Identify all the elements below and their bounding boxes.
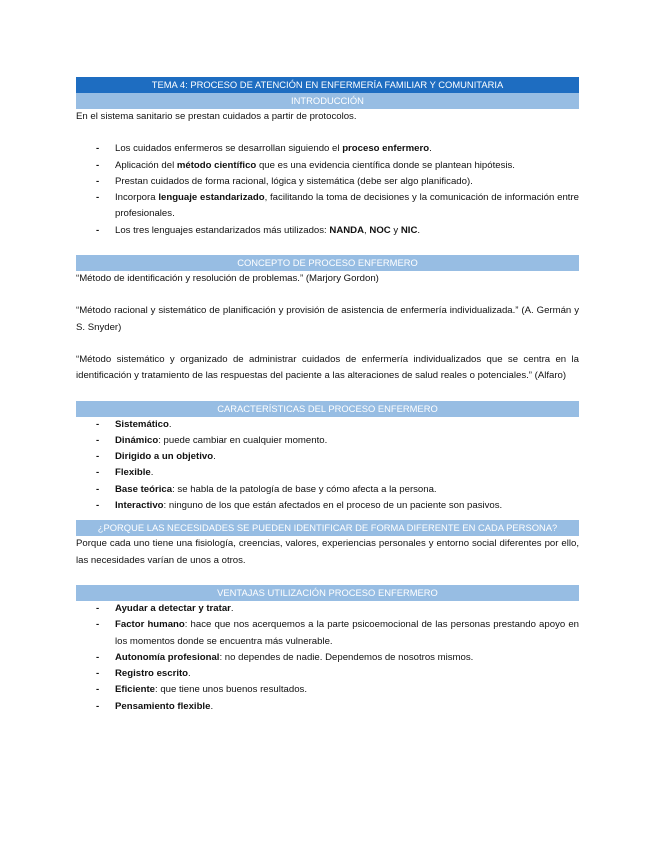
list-item: - Dirigido a un objetivo. [76,449,579,465]
section-header-necesidades: ¿PORQUE LAS NECESIDADES SE PUEDEN IDENTIFICAR DE FORMA DIFERENTE EN CADA PERSONA? [76,520,579,536]
document-page [76,77,579,715]
intro-list [76,141,579,239]
list-item: - Base teórica: se habla de la patología de base y cómo afecta a la persona. [76,482,579,498]
list-item: - Aplicación del método científico que es una evidencia científica donde se plantean hipótesis. [76,158,579,174]
section-header-caracteristicas: CARACTERÍSTICAS DEL PROCESO ENFERMERO [76,401,579,417]
quote-alfaro: “Método sistemático y organizado de administrar cuidados de enfermería individualizados que se centra en la identificación y tratamiento de las respuestas del paciente a las alteraciones de salud reales o potenciales.” (Alfaro) [76,353,579,382]
ventajas-list [76,601,579,715]
section-header-ventajas: VENTAJAS UTILIZACIÓN PROCESO ENFERMERO [76,585,579,601]
section-header-concepto: CONCEPTO DE PROCESO ENFERMERO [76,255,579,271]
caracteristicas-list [76,417,579,515]
document-title: TEMA 4: PROCESO DE ATENCIÓN EN ENFERMERÍA FAMILIAR Y COMUNITARIA [76,77,579,93]
quote-gordon: “Método de identificación y resolución de problemas.” (Marjory Gordon) [76,273,379,285]
section-header-introduccion: INTRODUCCIÓN [76,93,579,109]
list-item: - Autonomía profesional: no dependes de nadie. Dependemos de nosotros mismos. [76,650,579,666]
list-item: - Dinámico: puede cambiar en cualquier momento. [76,433,579,449]
list-item: - Registro escrito. [76,666,579,682]
list-item: - Eficiente: que tiene unos buenos resultados. [76,682,579,698]
list-item: - Sistemático. [76,417,579,433]
list-item: - Incorpora lenguaje estandarizado, facilitando la toma de decisiones y la comunicación de información entre profesionales. [76,190,579,223]
quote-german-snyder: “Método racional y sistemático de planificación y provisión de asistencia de enfermería individualizada.” (A. Germán y S. Snyder) [76,305,579,333]
list-item: - Interactivo: ninguno de los que están afectados en el proceso de un paciente son pasivos. [76,498,579,514]
list-item: - Factor humano: hace que nos acerquemos a la parte psicoemocional de las personas prestando apoyo en los momentos donde se encuentra más vulnerable. [76,617,579,650]
intro-paragraph: En el sistema sanitario se prestan cuidados a partir de protocolos. [76,111,357,122]
list-item: - Ayudar a detectar y tratar. [76,601,579,617]
list-item: - Prestan cuidados de forma racional, lógica y sistemática (debe ser algo planificado). [76,174,579,190]
list-item: - Flexible. [76,465,579,481]
list-item: - Pensamiento flexible. [76,699,579,715]
necesidades-paragraph: Porque cada uno tiene una fisiología, creencias, valores, experiencias personales y entorno social diferentes por ello, las necesidades varían de unos a otros. [76,538,579,566]
list-item: - Los cuidados enfermeros se desarrollan siguiendo el proceso enfermero. [76,141,579,157]
list-item: - Los tres lenguajes estandarizados más utilizados: NANDA, NOC y NIC. [76,223,579,239]
